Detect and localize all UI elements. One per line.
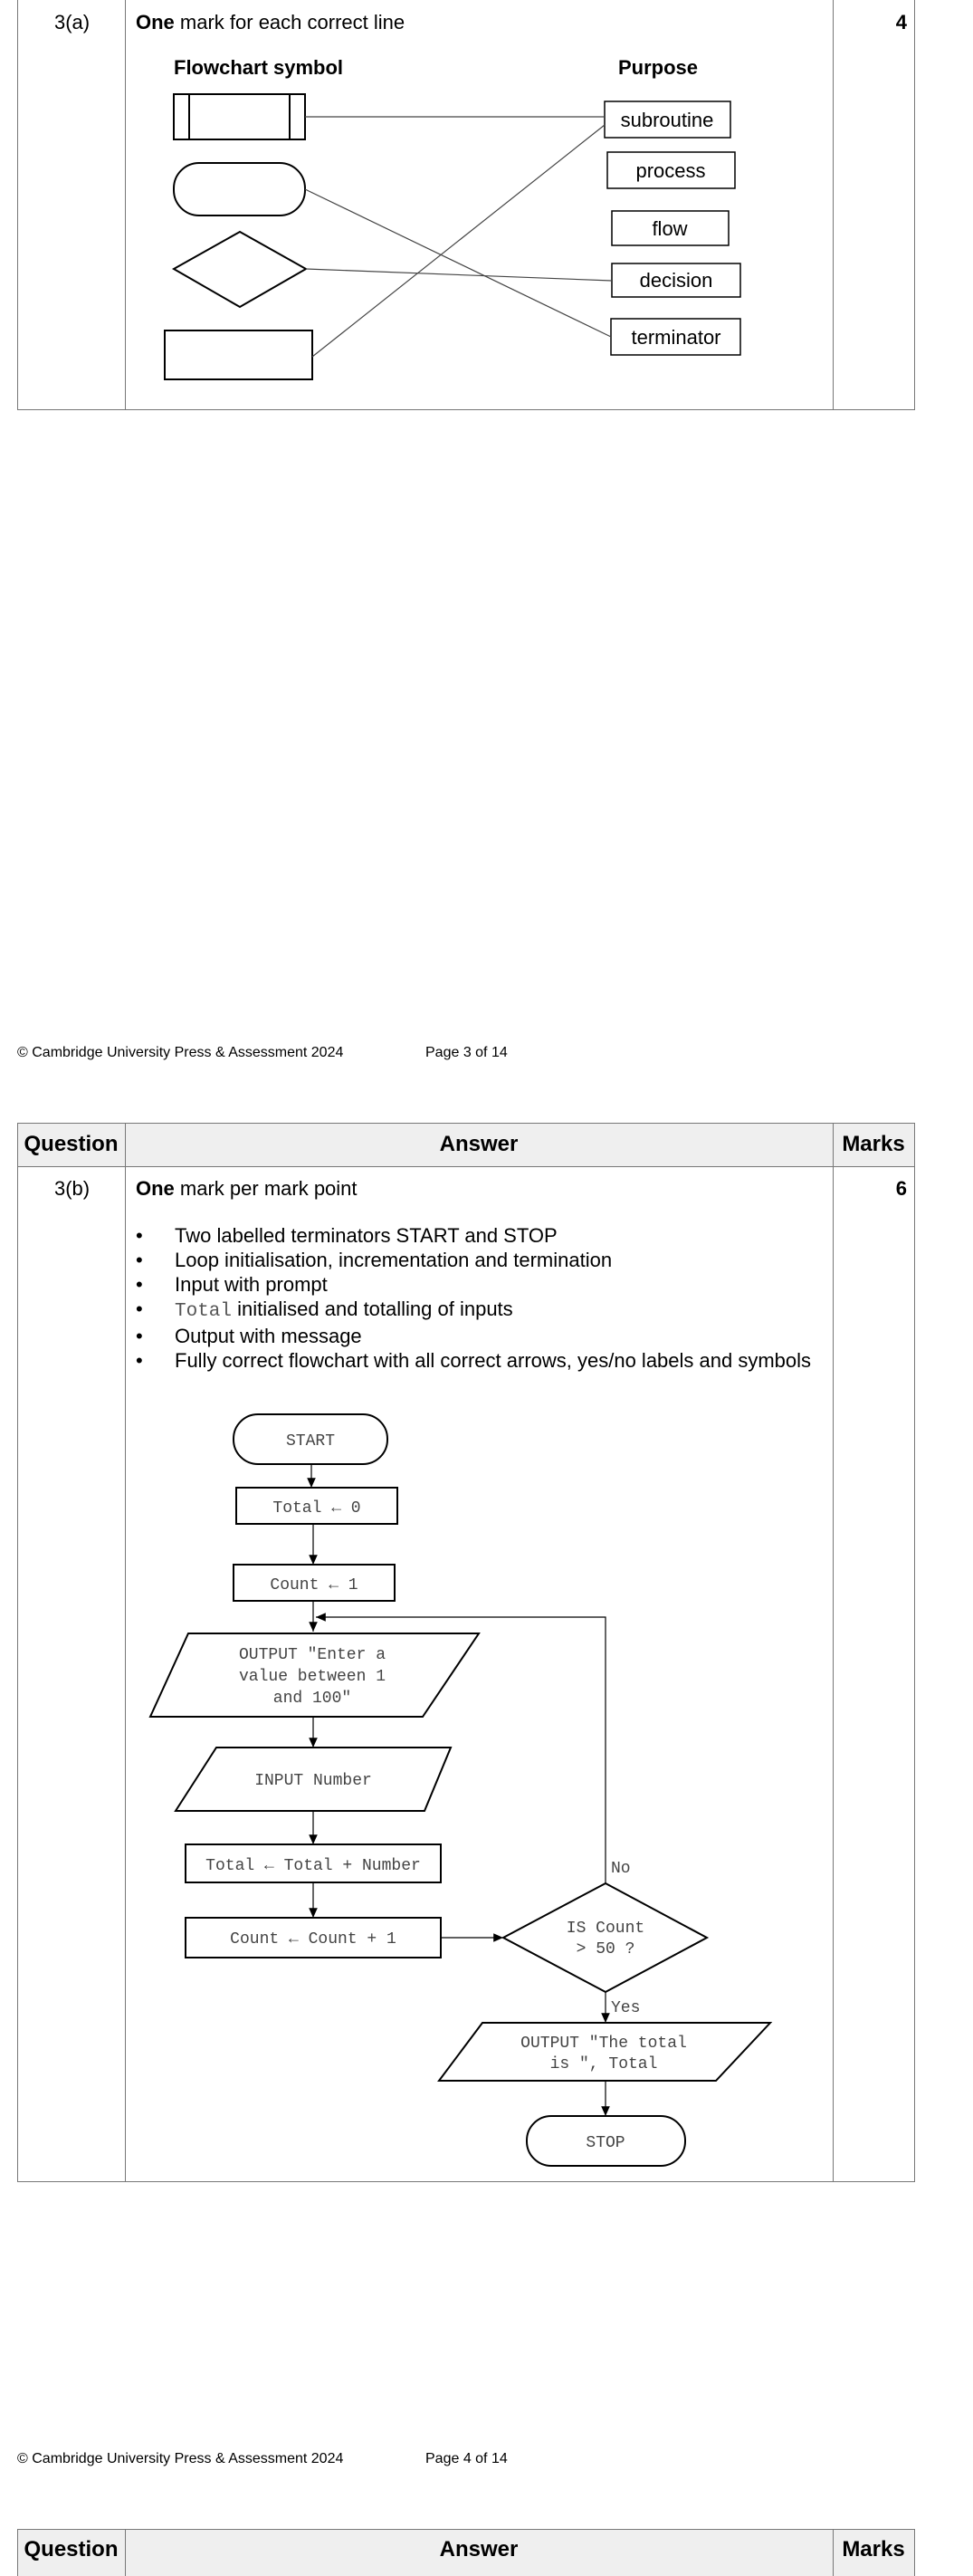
- mark-point: • Fully correct flowchart with all correct arrows, yes/no labels and symbols: [136, 1349, 812, 1372]
- footer-page-number: Page 3 of 14: [425, 1045, 508, 1060]
- subroutine-symbol: [174, 94, 305, 139]
- header-answer: Answer: [439, 1132, 519, 1156]
- mark-point: • Loop initialisation, incrementation and termination: [136, 1249, 613, 1271]
- question-number: 3(b): [54, 1177, 91, 1200]
- svg-text:Total ← Total + Number: Total ← Total + Number: [205, 1857, 421, 1875]
- svg-text:Count ← Count + 1: Count ← Count + 1: [230, 1930, 396, 1949]
- question-number: 3(a): [54, 11, 91, 34]
- output-total-io: [439, 2023, 770, 2081]
- header-marks: Marks: [842, 1132, 905, 1156]
- footer-copyright: © Cambridge University Press & Assessment 2024: [17, 2451, 344, 2466]
- svg-text:terminator: terminator: [631, 326, 721, 349]
- accumulate-total-process: [186, 1844, 441, 1882]
- svg-text:START: START: [285, 1432, 336, 1451]
- purpose-box-flow: [612, 211, 729, 245]
- mark-point: • Input with prompt: [136, 1273, 328, 1296]
- instruction-bold: One: [136, 11, 175, 34]
- mark-instruction: [136, 10, 405, 34]
- column-heading-symbol: Flowchart symbol: [174, 56, 344, 79]
- mark-point: • Total initialised and totalling of inputs: [136, 1298, 513, 1322]
- purpose-box-subroutine: [605, 101, 730, 138]
- svg-text:and 100": and 100": [272, 1690, 352, 1708]
- svg-text:Total ← 0: Total ← 0: [272, 1499, 361, 1518]
- footer-copyright: © Cambridge University Press & Assessment 2024: [17, 1045, 344, 1060]
- code-total: Total: [175, 1301, 233, 1322]
- mark-point: • Output with message: [136, 1325, 362, 1347]
- svg-text:IS Count: IS Count: [566, 1920, 645, 1938]
- mark-instruction: [136, 1176, 358, 1201]
- matching-lines: [305, 117, 612, 357]
- header-question: Question: [24, 2537, 119, 2562]
- output-prompt-io: [150, 1633, 479, 1717]
- mark-point: • Two labelled terminators START and STOP: [136, 1224, 558, 1247]
- no-label: No: [611, 1860, 631, 1878]
- svg-text:OUTPUT "Enter a: OUTPUT "Enter a: [238, 1646, 386, 1664]
- footer-page-number: Page 4 of 14: [425, 2451, 508, 2466]
- marks-value: 4: [895, 11, 907, 34]
- stop-terminator: [527, 2116, 685, 2166]
- svg-text:flow: flow: [652, 217, 688, 240]
- svg-text:> 50 ?: > 50 ?: [576, 1940, 635, 1958]
- mark-points-list: [136, 1223, 824, 1373]
- header-answer: Answer: [439, 2537, 519, 2562]
- increment-count-process: [186, 1918, 441, 1958]
- column-heading-purpose: Purpose: [618, 56, 699, 79]
- process-symbol: [165, 330, 312, 379]
- instruction-rest: mark for each correct line: [174, 11, 405, 34]
- decision-symbol: [174, 232, 306, 307]
- symbol-matching-diagram: [126, 36, 832, 398]
- svg-text:Count ← 1: Count ← 1: [270, 1576, 358, 1594]
- header-question: Question: [24, 1132, 119, 1156]
- init-count-process: [234, 1565, 395, 1601]
- svg-text:value between 1: value between 1: [238, 1668, 386, 1686]
- purpose-box-process: [607, 152, 735, 188]
- svg-text:INPUT Number: INPUT Number: [254, 1772, 372, 1790]
- svg-text:is ", Total: is ", Total: [549, 2055, 658, 2073]
- marks-value: 6: [895, 1177, 907, 1200]
- terminator-symbol: [174, 163, 305, 215]
- instruction-bold: One: [136, 1177, 175, 1200]
- header-marks: Marks: [842, 2537, 905, 2562]
- svg-text:subroutine: subroutine: [620, 109, 714, 131]
- svg-text:STOP: STOP: [586, 2134, 625, 2152]
- yes-label: Yes: [611, 1999, 641, 2017]
- svg-text:process: process: [635, 159, 706, 182]
- svg-text:OUTPUT "The total: OUTPUT "The total: [520, 2035, 687, 2053]
- init-total-process: [236, 1488, 397, 1524]
- start-terminator: [234, 1414, 387, 1464]
- purpose-box-decision: [612, 263, 740, 297]
- purpose-box-terminator: [611, 319, 740, 355]
- instruction-rest: mark per mark point: [174, 1177, 358, 1200]
- loop-decision: [503, 1883, 707, 1992]
- flowchart-diagram: [126, 1394, 832, 2173]
- svg-text:decision: decision: [639, 269, 713, 292]
- input-number-io: [176, 1748, 451, 1811]
